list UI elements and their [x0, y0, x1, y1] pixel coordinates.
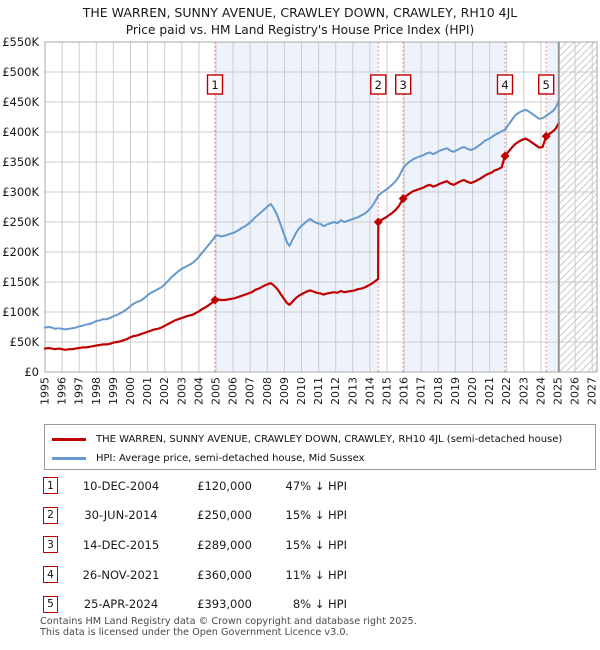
x-axis-tick-label: 2011 — [312, 377, 326, 405]
y-axis-tick-label: £400K — [2, 125, 39, 139]
footer-line-2: This data is licensed under the Open Government Licence v3.0. — [40, 626, 349, 638]
property-line-swatch — [52, 438, 86, 441]
y-axis-tick-label: £50K — [9, 335, 39, 349]
sale-price: £289,000 — [197, 537, 252, 552]
x-axis-tick-label: 2023 — [517, 377, 531, 405]
x-axis-tick-label: 2002 — [158, 377, 172, 405]
hpi-line-swatch — [52, 457, 86, 460]
x-axis-tick-label: 2009 — [277, 377, 291, 405]
x-axis-tick-label: 2016 — [397, 377, 411, 405]
x-axis-tick-label: 1996 — [55, 377, 69, 405]
x-axis-tick-label: 2013 — [346, 377, 360, 405]
legend-label-hpi: HPI: Average price, semi-detached house, Mid Sussex — [96, 453, 365, 464]
sale-hpi-diff: 47% ↓ HPI — [285, 478, 347, 493]
x-axis-tick-label: 2027 — [585, 377, 599, 405]
table-row — [43, 530, 403, 560]
sale-marker-number: 4 — [501, 78, 509, 92]
x-axis-tick-label: 1997 — [72, 377, 86, 405]
sale-hpi-diff: 15% ↓ HPI — [285, 508, 347, 523]
x-axis-tick-label: 2025 — [551, 377, 565, 405]
x-axis-tick-label: 2014 — [363, 377, 377, 405]
x-axis-tick-label: 2004 — [192, 377, 206, 405]
sale-marker-number: 1 — [211, 78, 219, 92]
x-axis-tick-label: 2000 — [124, 377, 137, 405]
y-axis-tick-label: £300K — [2, 185, 39, 199]
x-axis-tick-label: 2008 — [260, 377, 274, 405]
x-axis-tick-label: 1999 — [106, 377, 120, 405]
sales-table — [43, 471, 403, 619]
chart-title: THE WARREN, SUNNY AVENUE, CRAWLEY DOWN, CRAWLEY, RH10 4JL — [82, 5, 518, 20]
x-axis-tick-label: 1998 — [89, 377, 103, 405]
legend-item-hpi — [52, 449, 595, 468]
x-axis-tick-label: 2010 — [295, 377, 308, 405]
x-axis-tick-label: 2018 — [431, 377, 445, 405]
sale-date: 14-DEC-2015 — [82, 537, 160, 552]
copyright-footer — [40, 617, 417, 639]
x-axis-tick-label: 2024 — [534, 377, 548, 405]
x-axis-tick-label: 2005 — [209, 377, 223, 405]
sale-number-badge: 2 — [43, 507, 58, 524]
x-axis-tick-label: 2015 — [380, 377, 394, 405]
table-row — [43, 471, 403, 501]
sale-marker-number: 5 — [542, 78, 550, 92]
sale-date: 25-APR-2024 — [83, 597, 159, 612]
x-axis-tick-label: 1995 — [38, 377, 52, 405]
chart-legend — [44, 424, 596, 470]
x-axis-tick-label: 2006 — [226, 377, 240, 405]
legend-item-property — [52, 430, 595, 449]
sale-number-badge: 5 — [43, 596, 58, 613]
y-axis-tick-label: £100K — [2, 305, 39, 319]
sale-price: £250,000 — [197, 508, 252, 523]
plot-area — [2, 35, 599, 405]
sale-marker-number: 3 — [399, 78, 407, 92]
footer-line-1: Contains HM Land Registry data © Crown copyright and database right 2025. — [40, 616, 417, 627]
x-axis-tick-label: 2020 — [466, 377, 479, 405]
y-axis-tick-label: £350K — [2, 155, 39, 169]
legend-label-property: THE WARREN, SUNNY AVENUE, CRAWLEY DOWN, CRAWLEY, RH10 4JL (semi-detached house) — [96, 434, 563, 445]
table-row — [43, 501, 403, 531]
y-axis-tick-label: £250K — [2, 215, 39, 229]
ownership-shading — [215, 42, 378, 372]
chart-subtitle: Price paid vs. HM Land Registry's House Price Index (HPI) — [125, 23, 475, 37]
x-axis-tick-label: 2017 — [414, 377, 428, 405]
x-axis-tick-label: 2003 — [175, 377, 189, 405]
sale-date: 26-NOV-2021 — [82, 567, 160, 582]
x-axis-tick-label: 2012 — [329, 377, 343, 405]
sale-number-badge: 4 — [43, 566, 58, 583]
y-axis-tick-label: £500K — [2, 65, 39, 79]
sale-hpi-diff: 15% ↓ HPI — [285, 537, 347, 552]
table-row — [43, 560, 403, 590]
sale-marker-number: 2 — [374, 78, 382, 92]
sale-number-badge: 1 — [43, 477, 58, 494]
y-axis-tick-label: £450K — [2, 95, 39, 109]
sale-price: £360,000 — [197, 567, 252, 582]
sale-hpi-diff: 8% ↓ HPI — [292, 597, 347, 612]
sale-hpi-diff: 11% ↓ HPI — [285, 567, 347, 582]
y-axis-tick-label: £150K — [2, 275, 39, 289]
x-axis-tick-label: 2019 — [448, 377, 462, 405]
y-axis-tick-label: £200K — [2, 245, 39, 259]
x-axis-tick-label: 2026 — [568, 377, 582, 405]
y-axis-tick-label: £0 — [24, 365, 39, 379]
sale-price: £393,000 — [197, 597, 252, 612]
sale-date: 30-JUN-2014 — [84, 508, 158, 523]
x-axis-tick-label: 2001 — [141, 377, 155, 405]
sale-number-badge: 3 — [43, 536, 58, 553]
sale-price: £120,000 — [197, 478, 252, 493]
table-row — [43, 589, 403, 619]
x-axis-tick-label: 2007 — [243, 377, 257, 405]
y-axis-tick-label: £550K — [2, 35, 39, 49]
sale-date: 10-DEC-2004 — [82, 478, 160, 493]
x-axis-tick-label: 2022 — [500, 377, 514, 405]
x-axis-tick-label: 2021 — [483, 377, 497, 405]
future-hatch-region — [559, 42, 597, 372]
